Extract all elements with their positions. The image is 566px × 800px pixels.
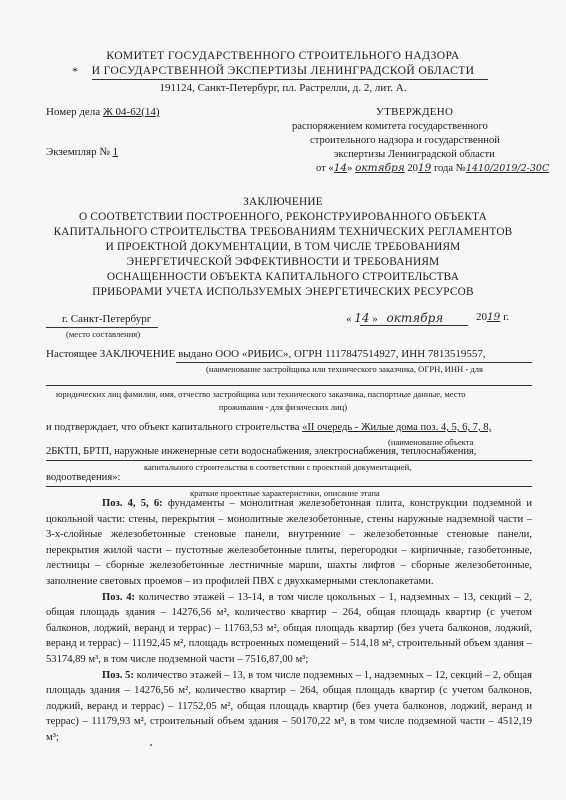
issued-rule-2: [46, 385, 532, 386]
section-p5-label: Поз. 5:: [102, 669, 134, 681]
title-line-4: И ПРОЕКТНОЙ ДОКУМЕНТАЦИИ, В ТОМ ЧИСЛЕ ТРЕБОВАНИЯМ: [105, 241, 461, 253]
section-p4-label: Поз. 4:: [102, 591, 136, 603]
place-date-day: 14: [354, 311, 370, 325]
section-p4: [46, 590, 532, 668]
header-line-1: КОМИТЕТ ГОСУДАРСТВЕННОГО СТРОИТЕЛЬНОГО НАДЗОРА: [106, 49, 460, 62]
approval-date-open: от «: [316, 163, 334, 174]
object-rule-2: [46, 486, 532, 487]
place-date-open: «: [346, 313, 352, 325]
issued-hint-3: проживания - для физических лиц): [218, 402, 348, 412]
place-date-rule: [360, 325, 468, 326]
place-date-close: »: [372, 313, 378, 325]
title-line-2: О СООТВЕТСТВИИ ПОСТРОЕННОГО, РЕКОНСТРУИРОВАННОГО ОБЪЕКТА: [78, 211, 488, 223]
approval-line-1: распоряжением комитета государственного: [292, 121, 488, 132]
approval-date: [316, 162, 549, 174]
object-rule: [46, 460, 532, 461]
title-line-6: ОСНАЩЕННОСТИ ОБЪЕКТА КАПИТАЛЬНОГО СТРОИТЕЛЬСТВА: [106, 271, 460, 283]
object-hint-3: краткие проектные характеристики, описание этапа: [190, 488, 380, 498]
approval-date-month: октября: [355, 162, 405, 174]
object-name-end: водоотведения»:: [46, 472, 121, 483]
title-line-1: ЗАКЛЮЧЕНИЕ: [243, 196, 323, 208]
place-date: [346, 311, 443, 325]
place-hint: (место составления): [66, 329, 141, 339]
title-line-5: ЭНЕРГЕТИЧЕСКОЙ ЭФФЕКТИВНОСТИ И ТРЕБОВАНИЯМ: [126, 256, 440, 268]
object-hint-1: (наименование объекта: [388, 437, 474, 447]
title-line-7: ПРИБОРАМИ УЧЕТА ИСПОЛЬЗУЕМЫХ ЭНЕРГЕТИЧЕСКИХ РЕСУРСОВ: [92, 286, 474, 298]
copy-value: 1: [112, 146, 119, 158]
object-text: [46, 422, 491, 433]
case-number-row: [46, 106, 160, 118]
margin-asterisk: *: [72, 64, 78, 78]
issued-text: Настоящее ЗАКЛЮЧЕНИЕ выдано ООО «РИБИС», ОГРН 1117847514927, ИНН 7813519557,: [46, 348, 486, 360]
issued-hint-2: юридических лиц фамилия, имя, отчество застройщика или технического заказчика, паспортные данные, место: [56, 389, 466, 399]
case-number-label: Номер дела: [46, 106, 101, 118]
place-year: [476, 311, 509, 323]
header-address: 191124, Санкт-Петербург, пл. Растрелли, д. 2, лит. А.: [159, 82, 407, 94]
approval-line-2: строительного надзора и государственной: [310, 135, 500, 146]
approval-date-close: »: [347, 163, 353, 174]
title-line-3: КАПИТАЛЬНОГО СТРОИТЕЛЬСТВА ТРЕБОВАНИЯМ ТЕХНИЧЕСКИХ РЕГЛАМЕНТОВ: [53, 226, 513, 238]
section-p5-text: количество этажей – 13, в том числе подземных – 1, надземных – 12, секций – 2, общая площадь здания – 14276,56 м², количество квартир – 264, общая площадь квартир (с учетом балконов, лоджий, веранд и террас) – 11752,05 м², общая площадь квартир (без учета балконов, лоджий, веранд и террас) – 11179,93 м², строительный объем здания – 50170,22 м³, в том числе подземной части – 4512,19 м³;: [46, 669, 532, 743]
approval-title: УТВЕРЖДЕНО: [376, 106, 454, 118]
header-rule: [92, 79, 488, 80]
place-rule: [46, 327, 158, 328]
body-text: [46, 496, 532, 746]
approval-line-3: экспертизы Ленинградской области: [334, 149, 495, 160]
place-date-month: октября: [386, 311, 444, 325]
place-year-suffix: г.: [503, 311, 510, 323]
approval-year-value: 19: [417, 162, 432, 174]
section-p456-text: фундаменты – монолитная железобетонная плита, конструкции подземной и цокольной части: стены, перекрытия – монолитные железобетонные, стены наружные надземной части – 3-х-слойные железобетонные стеновые панели, внутренние – железобетонные стеновые панели, перекрытия жилой части – пустотные железобетонные плиты, перегородки – кирпичные, газобетонные, лестницы – сборные железобетонные лестничные марши, шахты лифтов – сборные железобетонные, заполнение световых проемов – из профилей ПВХ с двухкамерными стеклопакетами.: [46, 498, 532, 587]
object-name-start: «II очередь - Жилые дома поз. 4, 5, 6, 7, 8,: [302, 422, 492, 433]
approval-date-suffix: года №: [433, 163, 466, 174]
section-p5: [46, 668, 532, 746]
copy-row: [46, 146, 118, 158]
place-year-prefix: 20: [476, 311, 487, 323]
header-line-2: И ГОСУДАРСТВЕННОЙ ЭКСПЕРТИЗЫ ЛЕНИНГРАДСКОЙ ОБЛАСТИ: [91, 64, 475, 77]
issued-hint-1: (наименование застройщика или технического заказчика, ОГРН, ИНН - для: [206, 364, 484, 374]
issued-rule: [176, 362, 532, 363]
object-hint-2: капитального строительства в соответствии с проектной документацией,: [144, 462, 412, 472]
object-lead: и подтверждает, что объект капитального строительства: [46, 422, 300, 433]
case-number-value: Ж 04-62(14): [102, 106, 160, 118]
section-p4-text: количество этажей – 13-14, в том числе цокольных – 1, надземных – 13, секций – 2, общая площадь здания – 14276,56 м², количество квартир – 264, общая площадь квартир (с учетом балконов, лоджий, веранд и террас) – 11763,53 м², общая площадь квартир (без учета балконов, лоджий, веранд и террас) – 11192,45 м², площадь встроенных помещений – 514,18 м², строительный объем здания – 53174,89 м³, в том числе подземной части – 7516,87,00 м³;: [46, 591, 533, 665]
place-year-value: 19: [487, 311, 501, 323]
section-p456: [46, 496, 532, 590]
section-p456-label: Поз. 4, 5, 6:: [102, 498, 163, 509]
approval-date-day: 14: [333, 162, 348, 174]
approval-order-number: 1410/2019/2-30С: [465, 163, 550, 174]
place-city: г. Санкт-Петербург: [62, 313, 152, 325]
copy-label: Экземпляр №: [46, 146, 110, 158]
approval-year-prefix: 20: [407, 163, 418, 174]
object-name-cont: 2БКТП, БРТП, наружные инженерные сети водоснабжения, электроснабжения, теплоснабжения,: [46, 446, 477, 457]
